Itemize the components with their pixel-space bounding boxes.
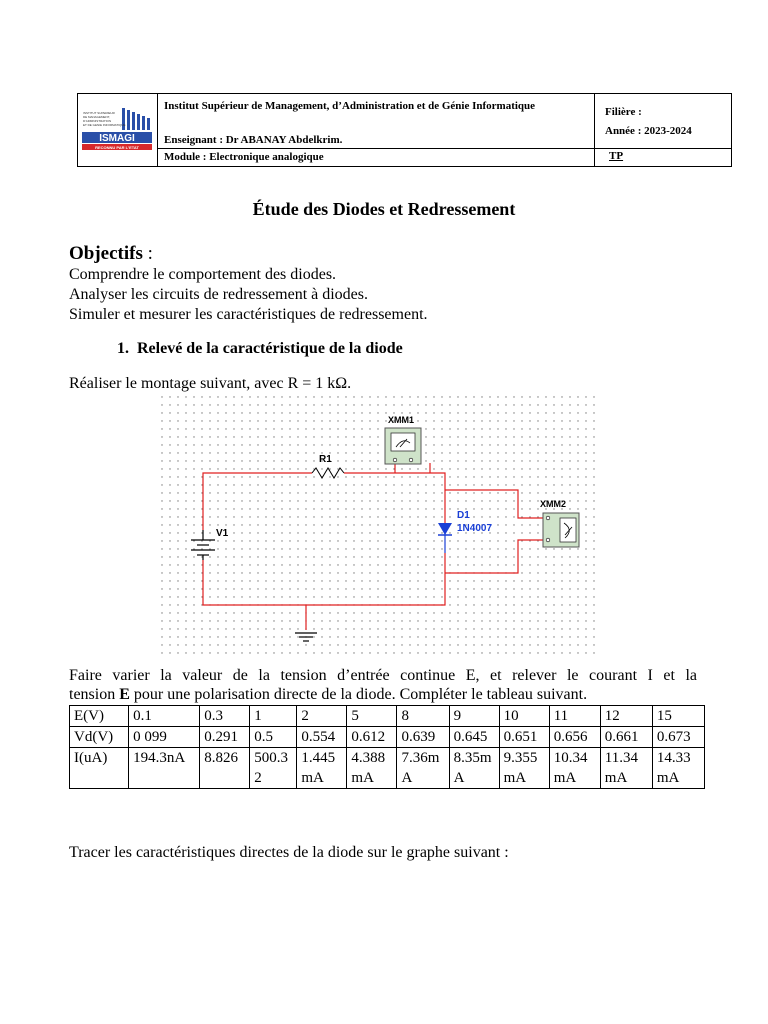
table-cell: 0.639 [397,727,449,748]
objectif-item-1: Comprendre le comportement des diodes. [69,266,337,283]
filiere-label: Filière : [605,106,642,118]
table-row [70,706,705,727]
instruction-text-2a: tension [69,686,120,703]
header-divider [158,148,594,149]
table-cell: 0.656 [549,727,600,748]
table-cell: 8.826 [200,748,250,789]
table-cell: 0.554 [297,727,347,748]
multimeter-xmm1 [385,428,421,464]
table-cell: 0.661 [600,727,652,748]
tp-label: TP [609,150,624,162]
instruction-text-2-bold: E [119,686,130,703]
table-row-header: I(uA) [70,748,129,789]
logo-small-4: ET DE GENIE INFORMATIQUE [83,123,126,127]
objectifs-colon: : [142,243,153,264]
table-cell: 0.612 [347,727,397,748]
page-title: Étude des Diodes et Redressement [252,199,516,219]
instruction-line-1 [69,667,697,685]
d1-label: D1 [457,510,470,521]
section-1-heading [117,340,403,358]
xmm1-label: XMM1 [388,415,415,425]
table-row [70,727,705,748]
table-cell: 194.3nA [129,748,200,789]
table-cell: 11 [549,706,600,727]
table-cell: 8.35mA [449,748,499,789]
table-cell: 7.36mA [397,748,449,789]
objectifs-heading [69,243,153,265]
instruction-text-1: Faire varier la valeur de la tension d’entrée continue E, et relever le courant I et la [69,667,697,684]
table-cell: 11.34mA [600,748,652,789]
circuit-schematic [160,395,600,660]
table-cell: 1.445mA [297,748,347,789]
table-body [70,706,705,789]
table-cell: 12 [600,706,652,727]
xmm2-label: XMM2 [540,499,567,509]
header-middle-cell [158,94,595,166]
table-cell: 9.355mA [499,748,549,789]
table-row-header: Vd(V) [70,727,129,748]
table-cell: 14.33mA [652,748,704,789]
table-cell: 0.3 [200,706,250,727]
logo-small-2: DE MANAGEMENT, [83,115,111,119]
table-cell: 10.34mA [549,748,600,789]
header-right-cell [595,94,731,166]
header-table [77,93,732,167]
trace-instruction: Tracer les caractéristiques directes de la diode sur le graphe suivant : [69,844,509,861]
objectifs-label: Objectifs [69,243,143,264]
table-cell: 0.651 [499,727,549,748]
module-name: Module : Electronique analogique [164,151,324,163]
table-cell: 1 [250,706,297,727]
institute-name: Institut Supérieur de Management, d’Administration et de Génie Informatique [164,100,536,112]
logo-small-1: INSTITUT SUPERIEUR [83,111,115,115]
objectif-item-3: Simuler et mesurer les caractéristiques de redressement. [69,306,428,323]
d1-part-label: 1N4007 [457,523,493,534]
header-right-divider [595,148,731,149]
teacher-name: Enseignant : Dr ABANAY Abdelkrim. [164,134,343,146]
logo-tagline: RECONNU PAR L'ETAT [95,145,139,150]
multimeter-xmm2 [543,513,579,547]
table-cell: 4.388mA [347,748,397,789]
logo-small-3: D'ADMINISTRATION [83,119,112,123]
table-cell: 0.1 [129,706,200,727]
instruction-text-2b: pour une polarisation directe de la diode. Compléter le tableau suivant. [129,686,588,703]
logo-cell [78,94,158,166]
section-1-title: Relevé de la caractéristique de la diode [137,340,403,357]
table-cell: 15 [652,706,704,727]
r1-label: R1 [319,454,332,465]
measurement-table [69,705,705,789]
table-cell: 9 [449,706,499,727]
objectif-item-2: Analyser les circuits de redressement à diodes. [69,286,369,303]
logo-text: ISMAGI [99,133,135,144]
table-cell: 0.673 [652,727,704,748]
table-row [70,748,705,789]
annee-label: Année : 2023-2024 [605,125,692,137]
table-cell: 5 [347,706,397,727]
montage-intro: Réaliser le montage suivant, avec R = 1 kΩ. [69,375,352,392]
table-cell: 2 [297,706,347,727]
table-row-header: E(V) [70,706,129,727]
ismagi-logo [82,106,154,154]
instruction-line-2 [69,686,587,704]
table-cell: 0 099 [129,727,200,748]
table-cell: 500.32 [250,748,297,789]
table-cell: 10 [499,706,549,727]
table-cell: 0.645 [449,727,499,748]
table-cell: 0.291 [200,727,250,748]
section-1-number: 1. [117,340,129,357]
table-cell: 8 [397,706,449,727]
v1-label: V1 [216,528,229,539]
table-cell: 0.5 [250,727,297,748]
